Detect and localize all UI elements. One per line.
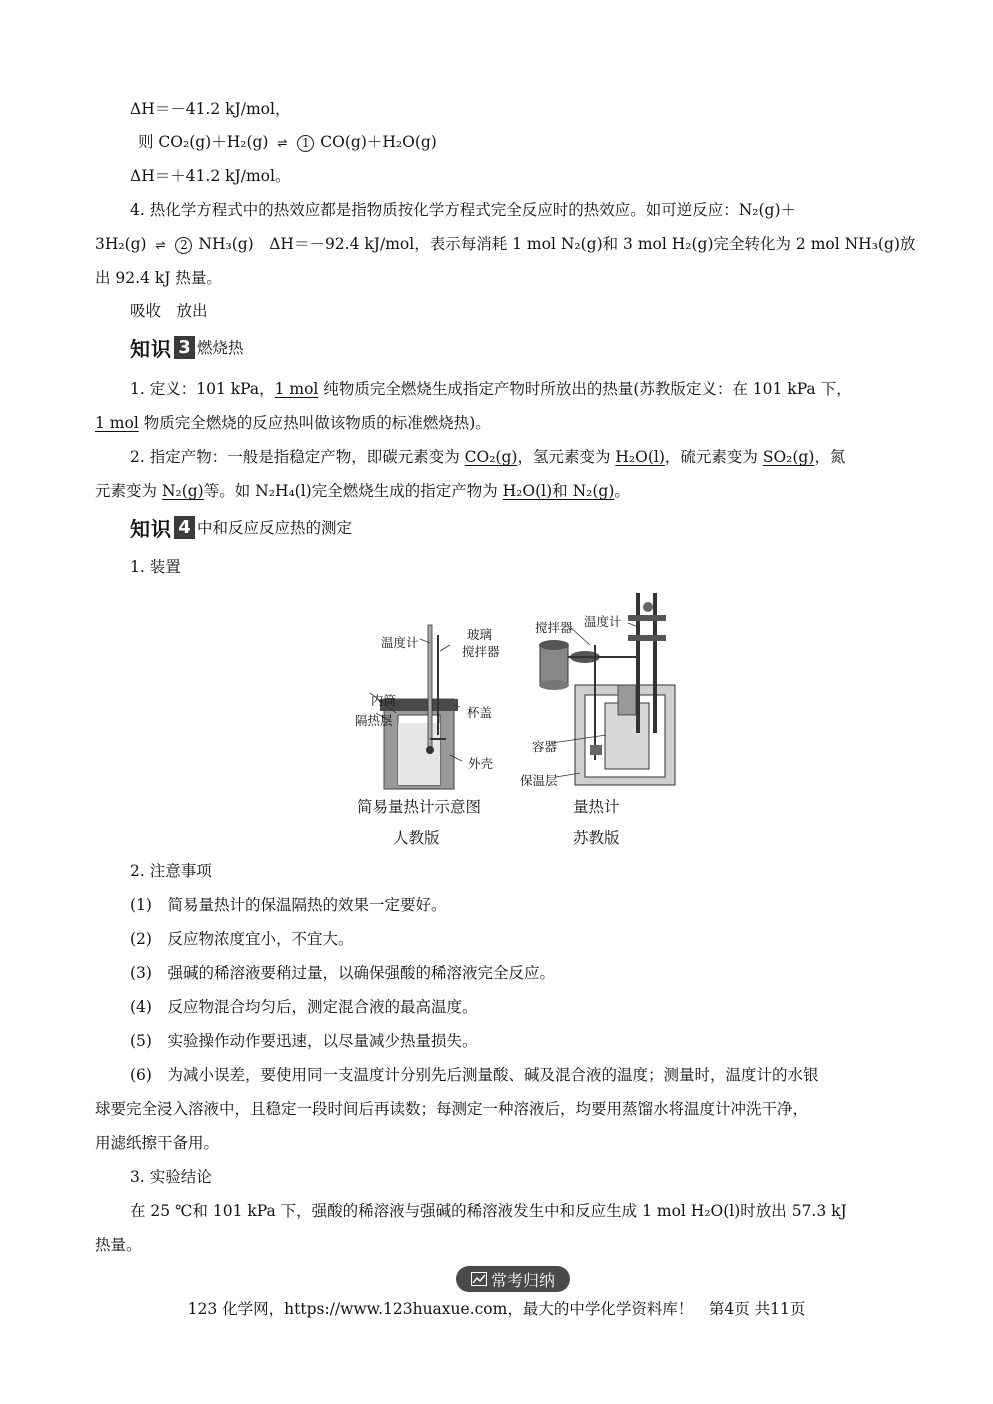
product-text: ，氢元素变为 [517,448,616,466]
equation-right: CO(g)＋H₂O(g) [320,133,437,151]
label-stirrer-right: 搅拌器 [535,620,573,635]
label-thermometer: 温度计 [381,635,419,650]
product-text: ，氮 [814,448,846,466]
note-6-line-1: (6) 为减小误差，要使用同一支温度计分别先后测量酸、碱及混合液的温度；测量时，温度计的水银 [130,1066,819,1084]
definition-text: 1. 定义：101 kPa， [130,380,275,398]
conclusion-line-2: 热量。 [95,1236,142,1254]
section-3-heading [130,332,244,362]
label-thermometer-right: 温度计 [584,614,622,629]
label-lid: 杯盖 [467,705,493,720]
caption-calorimeter: 量热计 [573,798,620,816]
note-5: (5) 实验操作动作要迅速，以尽量减少热量损失。 [130,1032,478,1050]
label-glass: 玻璃 [467,627,493,642]
label-outer-shell: 外壳 [468,756,494,771]
definition-text: 纯物质完全燃烧生成指定产物时所放出的热量(苏教版定义：在 101 kPa 下， [318,380,852,398]
label-insulation-layer: 隔热层 [355,713,393,728]
label-insulation-right: 保温层 [520,773,558,788]
caption-sujiao: 苏教版 [573,829,620,847]
section-number: 4 [174,516,195,539]
definition-text: 物质完全燃烧的反应热叫做该物质的标准燃烧热)。 [138,414,491,432]
paragraph-4-line-2-right: NH₃(g) ΔH＝－92.4 kJ/mol，表示每消耗 1 mol N₂(g)和 3 mol H₂(g)完全转化为 2 mol NH₃(g)放 [198,235,916,253]
circled-number: 1 [297,135,314,152]
blank-answer: N₂(g) [161,482,204,500]
equation-left: 则 CO₂(g)＋H₂(g) [138,133,269,151]
reversible-arrow-icon: ⇌ [155,238,166,252]
conclusion-line-1: 在 25 ℃和 101 kPa 下，强酸的稀溶液与强碱的稀溶液发生中和反应生成 1 mol H₂O(l)时放出 57.3 kJ [130,1202,847,1220]
device-heading: 1. 装置 [130,558,181,576]
product-line-1 [130,446,845,468]
caption-simple-calorimeter: 简易量热计示意图 [357,798,482,816]
reversible-arrow-icon: ⇌ [277,136,288,150]
section-4-heading [130,512,352,542]
conclusion-heading: 3. 实验结论 [130,1168,212,1186]
label-container: 容器 [532,739,558,754]
notes-heading: 2. 注意事项 [130,862,212,880]
product-text: 等。如 N₂H₄(l)完全燃烧生成的指定产物为 [203,482,503,500]
paragraph-4-line-2 [95,233,915,256]
note-2: (2) 反应物浓度宜小，不宜大。 [130,930,354,948]
product-text: 元素变为 [95,482,162,500]
section-title: 中和反应反应热的测定 [197,519,353,537]
blank-answer: 1 mol [95,414,139,432]
common-exam-badge [456,1266,570,1292]
label-inner-cylinder: 内筒 [371,693,397,708]
product-text: 。 [614,482,630,500]
definition-line-2 [95,412,491,434]
circled-number: 2 [175,237,192,254]
paragraph-4-line-3: 出 92.4 kJ 热量。 [95,269,222,287]
paragraph-4-line-2-left: 3H₂(g) [95,235,147,253]
absorb-release-text: 吸收 放出 [130,302,208,320]
product-line-2 [95,480,630,502]
note-3: (3) 强碱的稀溶液要稍过量，以确保强酸的稀溶液完全反应。 [130,964,555,982]
definition-line-1 [130,378,852,400]
note-4: (4) 反应物混合均匀后，测定混合液的最高温度。 [130,998,478,1016]
blank-answer: H₂O(l) [615,448,665,466]
product-text: ，硫元素变为 [664,448,763,466]
blank-answer: SO₂(g) [762,448,815,466]
section-label: 知识 [130,516,172,541]
delta-h-line-2: ΔH＝＋41.2 kJ/mol。 [130,167,291,185]
caption-renjiao: 人教版 [393,829,440,847]
page-footer: 123 化学网，https://www.123huaxue.com，最大的中学化学资料库！ 第4页 共11页 [187,1300,806,1318]
note-1: (1) 简易量热计的保温隔热的效果一定要好。 [130,896,447,914]
section-number: 3 [174,336,195,359]
badge-label: 常考归纳 [490,1270,555,1290]
note-6-line-2: 球要完全浸入溶液中，且稳定一段时间后再读数；每测定一种溶液后，均要用蒸馏水将温度计冲洗干净， [95,1100,809,1118]
section-label: 知识 [130,336,172,361]
delta-h-line-1: ΔH＝－41.2 kJ/mol， [130,100,291,118]
paragraph-4-line-1: 4. 热化学方程式中的热效应都是指物质按化学方程式完全反应时的热效应。如可逆反应：N₂(g)＋ [130,201,797,219]
product-text: 2. 指定产物：一般是指稳定产物，即碳元素变为 [130,448,465,466]
trend-chart-icon [471,1272,487,1286]
note-6-line-3: 用滤纸擦干备用。 [95,1134,220,1152]
blank-answer: 1 mol [274,380,319,398]
label-stirrer: 搅拌器 [462,644,500,659]
equation-line [138,131,437,154]
blank-answer: CO₂(g) [464,448,518,466]
section-title: 燃烧热 [197,339,244,357]
blank-answer: H₂O(l)和 N₂(g) [502,482,615,500]
